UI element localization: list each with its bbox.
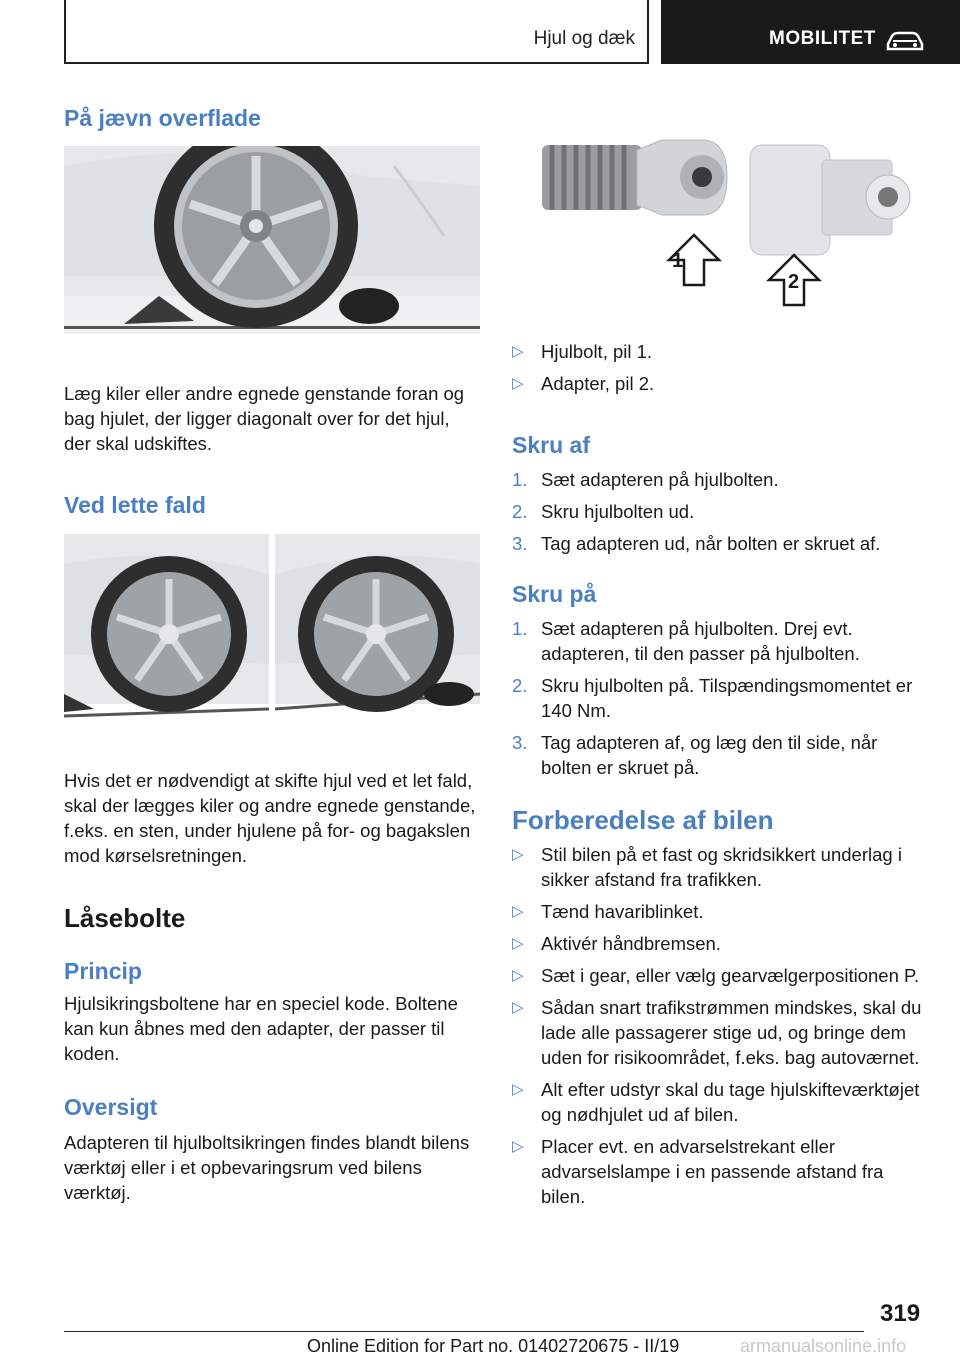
heading-slight-slope: Ved lette fald [64, 492, 206, 518]
triangle-bullet-icon: ▷ [512, 375, 524, 392]
header-section-title: Hjul og dæk [533, 28, 635, 49]
list-item: ▷ Stil bilen på et fast og skridsikkert underlag i sikker afstand fra trafikken. [512, 844, 902, 890]
paragraph-slight-slope: Hvis det er nødvendigt at skifte hjul ved et let fald, skal der lægges kiler og andre egnede genstande, f.eks. en sten, under hjulene på for- og bagakslen mod kørselsretningen. [64, 770, 476, 866]
prep-list [512, 842, 927, 1216]
list-item: 3. Tag adapteren af, og læg den til side, når bolten er skruet på. [512, 732, 878, 778]
heading-vehicle-prep: Forberedelse af bilen [512, 805, 774, 835]
triangle-bullet-icon: ▷ [512, 999, 524, 1016]
car-icon [884, 30, 926, 52]
list-item: ▷ Tænd havariblinket. [512, 901, 704, 922]
heading-screw-on: Skru på [512, 581, 597, 607]
footer-divider [64, 1331, 864, 1332]
screw-steps [512, 616, 927, 787]
triangle-bullet-icon: ▷ [512, 967, 524, 984]
triangle-bullet-icon: ▷ [512, 343, 524, 360]
heading-flat-surface: På jævn overflade [64, 105, 261, 131]
heading-principle: Princip [64, 958, 142, 984]
header-chapter-title: MOBILITET [769, 28, 876, 49]
unscrew-steps [512, 467, 927, 563]
triangle-bullet-icon: ▷ [512, 935, 524, 952]
footer-edition: Online Edition for Part no. 01402720675 - II/19 [307, 1336, 680, 1356]
fig-label-1: 1 [672, 250, 684, 272]
list-item: 1. Sæt adapteren på hjulbolten. Drej evt. adapteren, til den passer på hjulbolten. [512, 618, 860, 664]
list-item: 2. Skru hjulbolten på. Tilspændingsmomentet er 140 Nm. [512, 675, 913, 721]
paragraph-principle: Hjulsikringsboltene har en speciel kode. Boltene kan kun åbnes med den adapter, der passer til koden. [64, 993, 458, 1064]
list-item: 1. Sæt adapteren på hjulbolten. [512, 469, 779, 490]
list-item: ▷ Sæt i gear, eller vælg gearvælgerpositionen P. [512, 965, 920, 986]
figure-bolt-adapter [512, 120, 928, 320]
figure-wheels-slope [64, 534, 480, 722]
triangle-bullet-icon: ▷ [512, 1081, 524, 1098]
header-section-box [64, 0, 649, 64]
list-item: ▷ Sådan snart trafikstrømmen mindskes, skal du lade alle passagerer stige ud, og bringe dem uden for risikoområdet, f.eks. bag autoværnet. [512, 997, 922, 1068]
figure-wheel-flat [64, 146, 480, 334]
paragraph-flat-surface: Læg kiler eller andre egnede genstande foran og bag hjulet, der ligger diagonalt over for det hjul, der skal udskiftes. [64, 383, 465, 454]
page-number: 319 [880, 1300, 921, 1327]
list-item: 2. Skru hjulbolten ud. [512, 501, 695, 522]
triangle-bullet-icon: ▷ [512, 903, 524, 920]
watermark: armanualsonline.info [740, 1336, 907, 1356]
triangle-bullet-icon: ▷ [512, 846, 524, 863]
list-item: ▷ Hjulbolt, pil 1. [512, 341, 653, 362]
heading-overview: Oversigt [64, 1094, 158, 1120]
list-item: ▷ Aktivér håndbremsen. [512, 933, 721, 954]
list-item: ▷ Adapter, pil 2. [512, 373, 655, 394]
list-item: ▷ Alt efter udstyr skal du tage hjulskifteværktøjet og nødhjulet ud af bilen. [512, 1079, 920, 1125]
list-item: 3. Tag adapteren ud, når bolten er skruet af. [512, 533, 881, 554]
heading-unscrew: Skru af [512, 432, 590, 458]
triangle-bullet-icon: ▷ [512, 1138, 524, 1155]
list-item: ▷ Placer evt. en advarselstrekant eller advarselslampe i en passende afstand fra bilen. [512, 1136, 884, 1207]
heading-lock-bolts: Låsebolte [64, 903, 186, 933]
parts-list [512, 339, 927, 403]
fig-label-2: 2 [788, 271, 800, 293]
paragraph-overview: Adapteren til hjulboltsikringen findes blandt bilens værktøj eller i et opbevaringsrum ved bilens værktøj. [64, 1132, 470, 1203]
